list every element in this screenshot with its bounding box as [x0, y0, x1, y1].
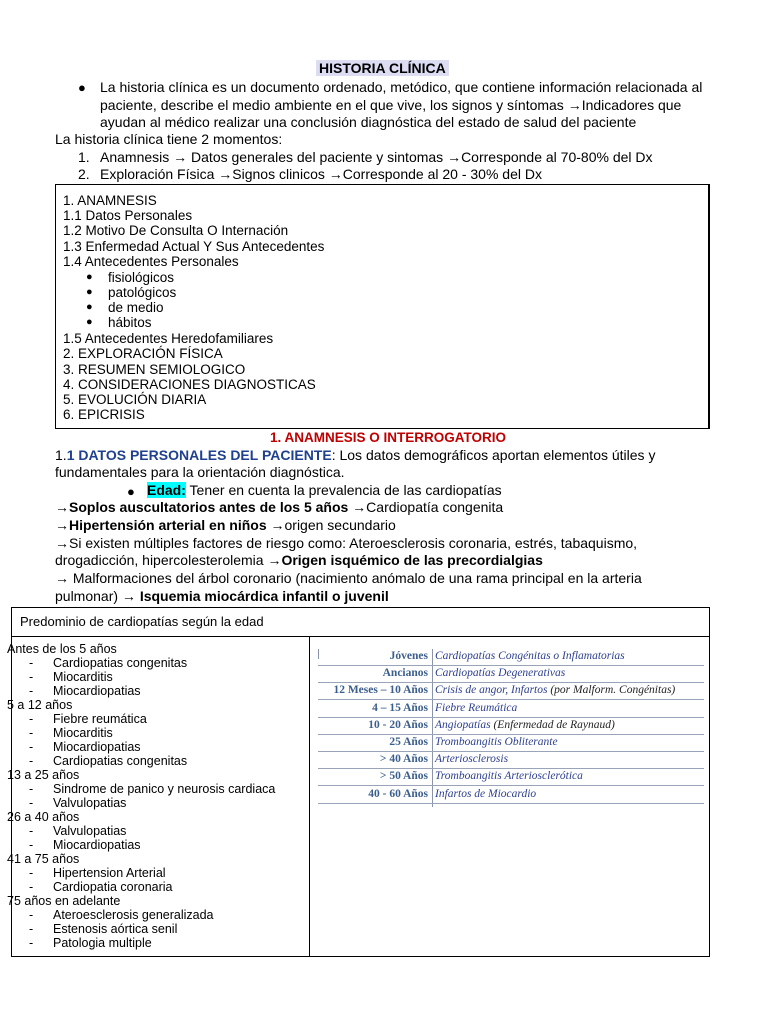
reference-desc: [435, 788, 536, 800]
outline-line: 4. CONSIDERACIONES DIAGNOSTICAS: [63, 377, 316, 392]
outline-line: 1.1 Datos Personales: [63, 208, 193, 223]
reference-age: > 50 Años: [379, 770, 428, 783]
arrow-icon: →: [55, 499, 69, 515]
reference-desc-extra: (Enfermedad de Raynaud): [490, 718, 615, 731]
dash-icon: -: [29, 838, 34, 852]
outline-line: 3. RESUMEN SEMIOLOGICO: [63, 362, 246, 377]
age-group-label: 26 a 40 años: [7, 810, 80, 824]
age-group-label: 75 años en adelante: [7, 894, 121, 908]
edad-text: Tener en cuenta la prevalencia de las cardiopatías: [185, 482, 502, 498]
reference-age: 4 – 15 Años: [372, 701, 428, 714]
age-group-item: Cardiopatias congenitas: [53, 656, 188, 670]
datos-line-2: fundamentales para la orientación diagnóstica.: [55, 464, 345, 480]
hta-bold: Hipertensión arterial en niños: [69, 517, 267, 533]
age-group-label: 41 a 75 años: [7, 852, 80, 866]
age-group-item: Cardiopatias congenitas: [53, 754, 188, 768]
age-group-item: Cardiopatia coronaria: [53, 880, 173, 894]
age-group-item: Miocardiopatias: [53, 740, 141, 754]
riesgo-text: drogadicción, hipercolesterolemia →: [55, 552, 282, 568]
reference-row: [318, 787, 704, 804]
section-title: 1. ANAMNESIS O INTERROGATORIO: [270, 430, 507, 445]
malf-line-2: [55, 588, 389, 606]
riesgo-bold: Origen isquémico de las precordialgias: [281, 552, 543, 568]
reference-row: [318, 735, 704, 752]
reference-age: > 40 Años: [379, 753, 428, 766]
reference-desc-main: Cardiopatías Degenerativas: [435, 667, 566, 680]
outline-sub-item: de medio: [108, 300, 164, 315]
age-group-label: 13 a 25 años: [7, 768, 80, 782]
riesgo-line-2: [55, 552, 543, 570]
reference-age: Jóvenes: [389, 650, 428, 662]
reference-row: [318, 666, 704, 683]
reference-row-divider: [318, 803, 704, 804]
reference-desc: [435, 736, 558, 748]
age-group-label: 5 a 12 años: [7, 698, 73, 712]
reference-desc-main: Angiopatías: [435, 718, 491, 731]
reference-desc-main: Tromboangitis Arteriosclerótica: [435, 770, 583, 783]
bullet-icon: ●: [86, 301, 93, 313]
bullet-icon: ●: [86, 286, 93, 298]
age-group-item: Sindrome de panico y neurosis cardiaca: [53, 782, 276, 796]
age-group-item: Hipertension Arterial: [53, 866, 166, 880]
dash-icon: -: [29, 726, 34, 740]
age-group-item: Miocarditis: [53, 670, 113, 684]
age-group-item: Valvulopatias: [53, 824, 127, 838]
table-header: Predominio de cardiopatías según la edad: [20, 614, 264, 629]
moments-intro: La historia clínica tiene 2 momentos:: [55, 131, 283, 147]
table-header-row: [12, 608, 709, 637]
outline-line: 1.4 Antecedentes Personales: [63, 254, 239, 269]
table-column-divider: [309, 636, 310, 957]
soplos-bold: Soplos auscultatorios antes de los 5 años: [69, 499, 349, 515]
outline-sub-item: hábitos: [108, 315, 152, 330]
outline-line: 6. EPICRISIS: [63, 407, 145, 422]
age-group-label: Antes de los 5 años: [7, 642, 117, 656]
reference-row: [318, 649, 704, 666]
age-cardiopathy-reference-image: [318, 645, 706, 810]
outline-sub-item: patológicos: [108, 285, 177, 300]
outline-line: 1.2 Motivo De Consulta O Internación: [63, 223, 289, 238]
reference-age: 40 - 60 Años: [368, 787, 428, 800]
reference-age: 12 Meses – 10 Años: [333, 684, 428, 697]
dash-icon: -: [29, 880, 34, 894]
outline-box: [55, 184, 710, 429]
age-group-item: Fiebre reumática: [53, 712, 147, 726]
bullet-icon: ●: [86, 271, 93, 283]
reference-desc: [435, 702, 517, 714]
malf-line-1: → Malformaciones del árbol coronario (nacimiento anómalo de una rama principal en la arteria: [55, 570, 642, 586]
reference-row: [318, 683, 704, 700]
reference-desc-main: Cardiopatías Congénitas o Inflamatorias: [435, 650, 625, 662]
dash-icon: -: [29, 740, 34, 754]
reference-row: [318, 769, 704, 786]
riesgo-line-1: →Si existen múltiples factores de riesgo como: Ateroesclerosis coronaria, estrés, tabaquismo,: [55, 535, 638, 551]
outline-line: 2. EXPLORACIÓN FÍSICA: [63, 346, 223, 361]
dash-icon: -: [29, 908, 34, 922]
edad-label: Edad:: [147, 482, 186, 498]
outline-sub-item: fisiológicos: [108, 270, 175, 285]
bullet-icon: ●: [127, 484, 135, 499]
dash-icon: -: [29, 922, 34, 936]
reference-desc-extra: (por Malform. Congénitas): [547, 684, 676, 697]
moment-1-text: Anamnesis → Datos generales del paciente y sintomas →Corresponde al 70-80% del Dx: [100, 149, 653, 165]
age-group-item: Miocardiopatias: [53, 684, 141, 698]
arrow-icon: →: [55, 517, 69, 533]
dash-icon: -: [29, 866, 34, 880]
reference-age: Ancianos: [382, 667, 428, 680]
reference-row: [318, 701, 704, 718]
soplos-line: [55, 499, 503, 517]
age-group-item: Ateroesclerosis generalizada: [53, 908, 214, 922]
dash-icon: -: [29, 936, 34, 950]
moment-2-text: Exploración Física →Signos clinicos →Corresponde al 20 - 30% del Dx: [100, 166, 542, 182]
age-group-item: Miocarditis: [53, 726, 113, 740]
bullet-icon: ●: [86, 316, 93, 328]
bullet-icon: ●: [78, 80, 86, 95]
reference-desc-main: Infartos de Miocardio: [435, 787, 537, 800]
edad-line: [147, 482, 502, 500]
datos-line-1: [55, 447, 655, 465]
reference-desc-main: Crisis de angor, Infartos: [435, 684, 548, 697]
reference-desc-main: Arteriosclerosis: [435, 753, 509, 766]
outline-line: 1.5 Antecedentes Heredofamiliares: [63, 331, 274, 346]
reference-row: [318, 718, 704, 735]
age-group-item: Patologia multiple: [53, 936, 152, 950]
age-group-item: Estenosis aórtica senil: [53, 922, 178, 936]
dash-icon: -: [29, 712, 34, 726]
malf-text: pulmonar) →: [55, 588, 140, 604]
intro-paragraph: La historia clínica es un documento ordenado, metódico, que contiene información relacionada al paciente, describe el medio ambiente en el que vive, los signos y síntomas →Indicadores que ayudan al médico realizar una conclusión diagnóstica del estado de salud del paciente: [100, 79, 703, 130]
dash-icon: -: [29, 782, 34, 796]
moment-2-number: 2.: [78, 166, 90, 182]
age-group-item: Miocardiopatias: [53, 838, 141, 852]
reference-age: 25 Años: [389, 736, 428, 748]
reference-desc: [435, 650, 625, 662]
dash-icon: -: [29, 824, 34, 838]
outline-line: 1.3 Enfermedad Actual Y Sus Antecedentes: [63, 239, 325, 254]
age-group-item: Valvulopatias: [53, 796, 127, 810]
malf-bold: Isquemia miocárdica infantil o juvenil: [139, 588, 389, 604]
datos-text: : Los datos demográficos aportan elementos útiles y: [331, 447, 656, 463]
moment-1-number: 1.: [78, 149, 90, 165]
reference-desc-main: Tromboangitis Obliterante: [435, 736, 558, 748]
outline-line: 1. ANAMNESIS: [63, 193, 157, 208]
reference-desc: [435, 667, 565, 679]
dash-icon: -: [29, 754, 34, 768]
dash-icon: -: [29, 670, 34, 684]
reference-desc: [435, 719, 615, 731]
reference-row: [318, 752, 704, 769]
hta-rest: →origen secundario: [266, 517, 396, 533]
reference-age: 10 - 20 Años: [368, 718, 428, 731]
reference-desc: [435, 684, 675, 696]
outline-line: 5. EVOLUCIÓN DIARIA: [63, 392, 207, 407]
hta-line: [55, 517, 396, 535]
dash-icon: -: [29, 684, 34, 698]
document-title: HISTORIA CLÍNICA: [316, 60, 449, 76]
datos-heading: 1 DATOS PERSONALES DEL PACIENTE: [66, 447, 332, 463]
soplos-rest: →Cardiopatía congenita: [348, 499, 504, 515]
reference-desc: [435, 753, 508, 765]
datos-prefix: 1.: [55, 447, 67, 463]
dash-icon: -: [29, 796, 34, 810]
dash-icon: -: [29, 656, 34, 670]
reference-desc: [435, 770, 583, 782]
reference-desc-main: Fiebre Reumática: [435, 701, 518, 714]
